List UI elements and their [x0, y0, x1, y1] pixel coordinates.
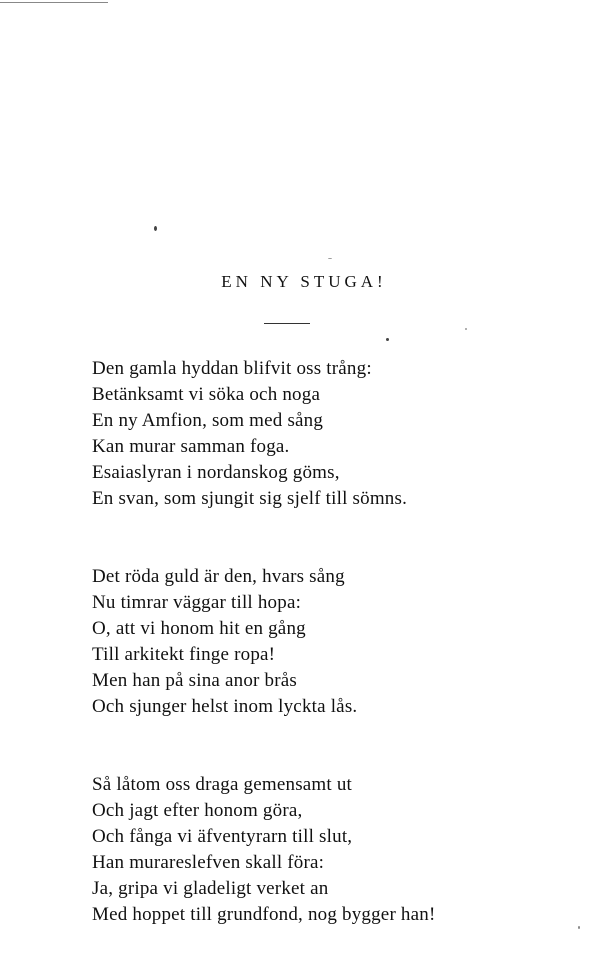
- poem-line: Betänksamt vi söka och noga: [92, 384, 321, 405]
- poem-line: Men han på sina anor brås: [92, 670, 297, 691]
- poem-line: Och jagt efter honom göra,: [92, 800, 303, 821]
- print-speck: [578, 926, 580, 929]
- poem-line: En svan, som sjungit sig sjelf till sömns.: [92, 488, 408, 509]
- print-speck: [386, 338, 389, 341]
- poem-title: EN NY STUGA!: [221, 272, 387, 291]
- poem-line: Kan murar samman foga.: [92, 436, 290, 457]
- print-speck: [465, 328, 467, 330]
- title-divider: [264, 323, 310, 324]
- poem-line: En ny Amfion, som med sång: [92, 410, 324, 431]
- poem-line: Esaiaslyran i nordanskog göms,: [92, 462, 340, 483]
- page-top-rule: [0, 2, 108, 3]
- stanza-1: [92, 356, 512, 512]
- poem-line: Den gamla hyddan blifvit oss trång:: [92, 358, 372, 379]
- poem-line: Nu timrar väggar till hopa:: [92, 592, 302, 613]
- stanza-3: [92, 772, 512, 928]
- poem-line: Till arkitekt finge ropa!: [92, 644, 276, 665]
- poem-line: Han murareslefven skall föra:: [92, 852, 325, 873]
- poem-line: Och sjunger helst inom lyckta lås.: [92, 696, 358, 717]
- poem-line: Med hoppet till grundfond, nog bygger han!: [92, 904, 436, 925]
- poem-line: Och fånga vi äfventyrarn till slut,: [92, 826, 353, 847]
- poem-body: [92, 356, 512, 980]
- stanza-2: [92, 564, 512, 720]
- poem-line: O, att vi honom hit en gång: [92, 618, 306, 639]
- poem-line: Så låtom oss draga gemensamt ut: [92, 774, 353, 795]
- poem-line: Ja, gripa vi gladeligt verket an: [92, 878, 329, 899]
- print-speck: [328, 258, 332, 259]
- print-speck: [154, 226, 157, 231]
- poem-line: Det röda guld är den, hvars sång: [92, 566, 345, 587]
